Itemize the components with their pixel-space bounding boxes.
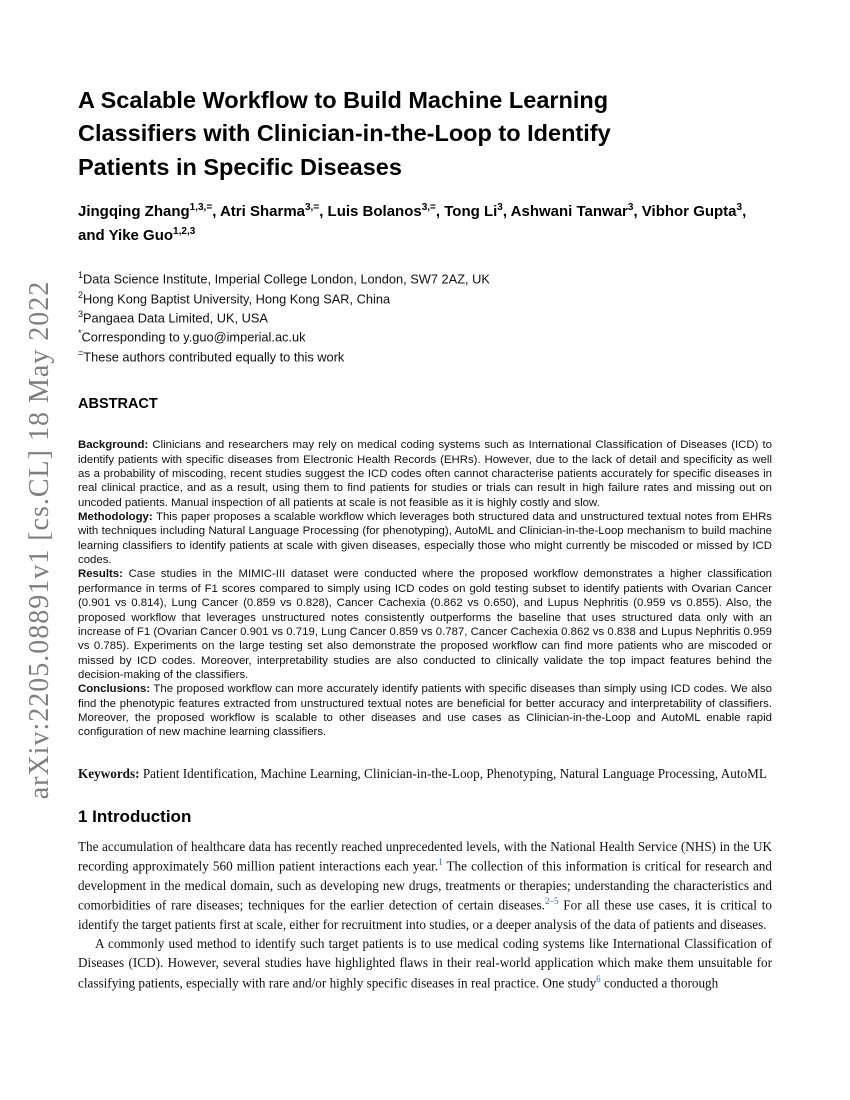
arxiv-watermark	[24, 281, 56, 800]
citation-ref[interactable]: 2–5	[544, 896, 559, 907]
abstract-section-label: Methodology:	[78, 510, 153, 523]
affiliation-marker: 1	[78, 270, 84, 281]
paper-title-line-2: Classifiers with Clinician-in-the-Loop to Identify	[78, 120, 611, 147]
section-heading-introduction: 1 Introduction	[78, 806, 192, 826]
author-superscript: 3,=	[421, 202, 436, 214]
introduction-body	[78, 837, 772, 992]
abstract-section: Background: Clinicians and researchers may rely on medical coding systems such as International Classification of Diseases (ICD) to identify patients with specific diseases from Electronic Health Records (EHRs). However, due to the lack of detail and specificity as well as a probability of miscoding, recent studies suggest the ICD codes often cannot characterise patients accurately for specific diseases in real clinical practice, and as a result, using them to find patients for studies or trials can result in high failure rates and missing out on uncoded patients. Manual inspection of all patients at scale is not feasible as it is highly costly and slow.	[78, 439, 772, 509]
abstract-body	[78, 438, 772, 740]
citation-ref[interactable]: 1	[438, 857, 443, 868]
affiliation-line: $^1$Data Science Institute, Imperial College London, London, SW7 2AZ, UK	[78, 270, 490, 287]
affiliation-line: *Corresponding to y.guo@imperial.ac.uk	[78, 328, 306, 345]
paper-title	[78, 84, 772, 184]
affiliation-marker: 3	[78, 308, 84, 319]
author-name: Tong Li	[444, 203, 498, 221]
abstract-heading: ABSTRACT	[78, 396, 158, 413]
keywords-label: Keywords:	[78, 765, 140, 781]
introduction-paragraph: The accumulation of healthcare data has recently reached unprecedented levels, with the National Health Service (NHS) in the UK recording approximately 560 million patient interactions each year.$^1$ The collection of this information is critical for research and development in the medical domain, such as developing new drugs, treatments or therapies; understanding the characteristics and comorbidities of rare diseases; techniques for the earlier detection of certain diseases.$^{2-5}$ For all these use cases, it is critical to identify the target patients first at scale, either for recruitment into studies, or a deeper analysis of the data of patients and diseases.	[78, 838, 772, 932]
abstract-section-label: Results:	[78, 568, 123, 581]
paper-title-line-1: A Scalable Workflow to Build Machine Learning	[78, 87, 609, 113]
paper-content	[78, 0, 772, 992]
affiliations	[78, 269, 772, 366]
abstract-section-label: Background:	[78, 439, 149, 452]
author-line: Jingqing Zhang$^{1,3,=}$, Atri Sharma$^{3,=}$, Luis Bolanos$^{3,=}$, Tong Li$^3$, Ashwani Tanwar$^3$, Vibhor Gupta$^3$, and Yike Guo$^{1,2,3}$	[78, 202, 747, 244]
author-name: Jingqing Zhang	[78, 203, 190, 221]
arxiv-id-label: arXiv:2205.08891v1 [cs.CL] 18 May 2022	[24, 280, 55, 800]
author-name: Yike Guo	[108, 226, 174, 244]
affiliation-marker: *	[78, 328, 82, 339]
author-superscript: 3	[627, 202, 634, 214]
affiliation-marker: =	[78, 347, 84, 358]
affiliation-line: =These authors contributed equally to this work	[78, 347, 345, 365]
abstract-section: Results: Case studies in the MIMIC-III dataset were conducted where the proposed workflow demonstrates a higher classification performance in terms of F1 scores compared to simply using ICD codes on gold testing subset to identify patients with Ovarian Cancer (0.901 vs 0.814), Lung Cancer (0.859 vs 0.828), Cancer Cachexia (0.862 vs 0.650), and Lupus Nephritis (0.959 vs 0.855). Also, the proposed workflow that leverages unstructured notes consistently outperforms the baseline that uses structured data only with an increase of F1 (Ovarian Cancer 0.901 vs 0.719, Lung Cancer 0.859 vs 0.787, Cancer Cachexia 0.862 vs 0.838 and Lupus Nephritis 0.959 vs 0.785). Experiments on the large testing set also demonstrate the proposed workflow can find more patients who are miscoded or missed by ICD codes. Moreover, interpretability studies are also conducted to clinically validate the top impact features behind the decision-making of the classifiers.	[78, 568, 772, 681]
author-name: Ashwani Tanwar	[510, 203, 628, 221]
keywords-line	[78, 764, 772, 783]
affiliation-line: $^2$Hong Kong Baptist University, Hong Kong SAR, China	[78, 289, 391, 306]
abstract-section-label: Conclusions:	[78, 683, 151, 696]
keywords-text: Patient Identification, Machine Learning, Clinician-in-the-Loop, Phenotyping, Natural Language Processing, AutoML	[142, 765, 767, 781]
author-name: Luis Bolanos	[327, 203, 422, 221]
author-name: Vibhor Gupta	[641, 203, 737, 221]
author-superscript: 3,=	[305, 202, 320, 214]
author-superscript: 1,2,3	[173, 225, 196, 237]
author-superscript: 3	[497, 202, 503, 214]
abstract-section: Methodology: This paper proposes a scalable workflow which leverages both structured data and unstructured textual notes from EHRs with techniques including Natural Language Processing (for phenotyping), AutoML and Clinician-in-the-Loop mechanism to build machine learning classifiers to identify patients at scale with given diseases, especially those who might currently be miscoded or missed by ICD codes.	[78, 510, 772, 567]
author-name: Atri Sharma	[219, 203, 305, 221]
author-superscript: 3	[736, 202, 743, 214]
introduction-paragraph: A commonly used method to identify such target patients is to use medical coding systems like International Classification of Diseases (ICD). However, several studies have highlighted flaws in their real-world application which make them unsuitable for classifying patients, especially with rare and/or highly specific diseases in real practice. One study$^6$ conducted a thorough	[78, 935, 772, 990]
affiliation-line: $^3$Pangaea Data Limited, UK, USA	[78, 308, 268, 326]
affiliation-marker: 2	[78, 289, 84, 300]
abstract-section: Conclusions: The proposed workflow can more accurately identify patients with specific diseases than simply using ICD codes. We also find the phenotypic features extracted from unstructured textual notes are beneficial for better accuracy and interpretability of classifiers. Moreover, the proposed workflow is scalable to other diseases and use cases as Clinician-in-the-Loop and AutoML enable rapid configuration of new machine learning classifiers.	[78, 683, 772, 739]
author-superscript: 1,3,=	[189, 202, 213, 214]
paper-title-line-3: Patients in Specific Diseases	[78, 153, 402, 180]
citation-ref[interactable]: 6	[596, 973, 601, 984]
